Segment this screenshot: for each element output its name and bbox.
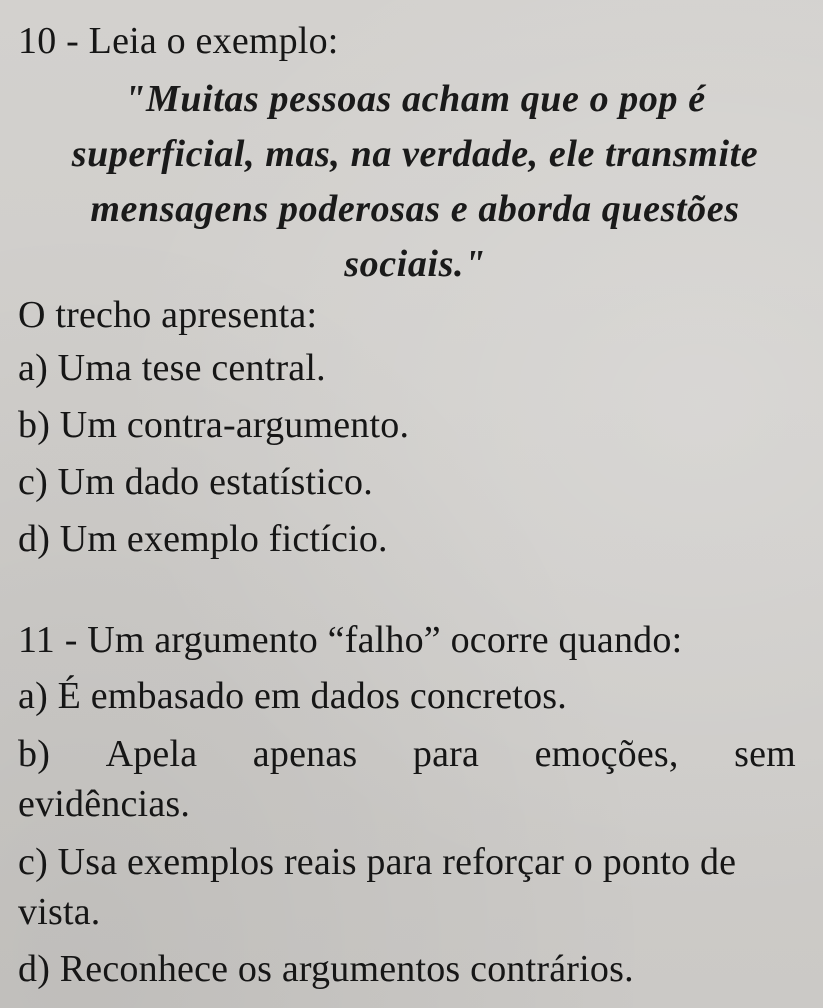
question-11-option-c-continuation: vista. xyxy=(18,891,101,933)
quote-line-4: sociais." xyxy=(344,243,486,285)
question-11-option-a: a) É embasado em dados concretos. xyxy=(18,675,567,717)
question-11-option-d: d) Reconhece os argumentos contrários. xyxy=(18,948,634,990)
option-b-word: sem xyxy=(734,733,796,775)
quote-line-3: mensagens poderosas e aborda questões xyxy=(90,188,740,230)
question-11-option-c: c) Usa exemplos reais para reforçar o ponto de xyxy=(18,841,737,883)
question-10-option-a: a) Uma tese central. xyxy=(18,347,326,389)
question-10-heading: 10 - Leia o exemplo: xyxy=(18,20,339,62)
option-b-word: b) xyxy=(18,733,51,775)
question-11-option-b-continuation: evidências. xyxy=(18,783,191,825)
option-b-word: emoções, xyxy=(534,733,679,775)
question-10-prompt: O trecho apresenta: xyxy=(18,294,318,336)
question-10-option-c: c) Um dado estatístico. xyxy=(18,461,373,503)
question-11-heading: 11 - Um argumento “falho” ocorre quando: xyxy=(18,619,683,661)
quote-line-2: superficial, mas, na verdade, ele transmite xyxy=(71,133,759,175)
option-b-word: para xyxy=(412,733,480,775)
question-10-option-d: d) Um exemplo fictício. xyxy=(18,518,388,560)
option-b-word: apenas xyxy=(252,733,358,775)
option-b-word: Apela xyxy=(105,733,198,775)
question-10-option-b: b) Um contra-argumento. xyxy=(18,404,410,446)
quote-line-1: "Muitas pessoas acham que o pop é xyxy=(124,78,706,120)
question-11-option-b xyxy=(18,731,796,777)
